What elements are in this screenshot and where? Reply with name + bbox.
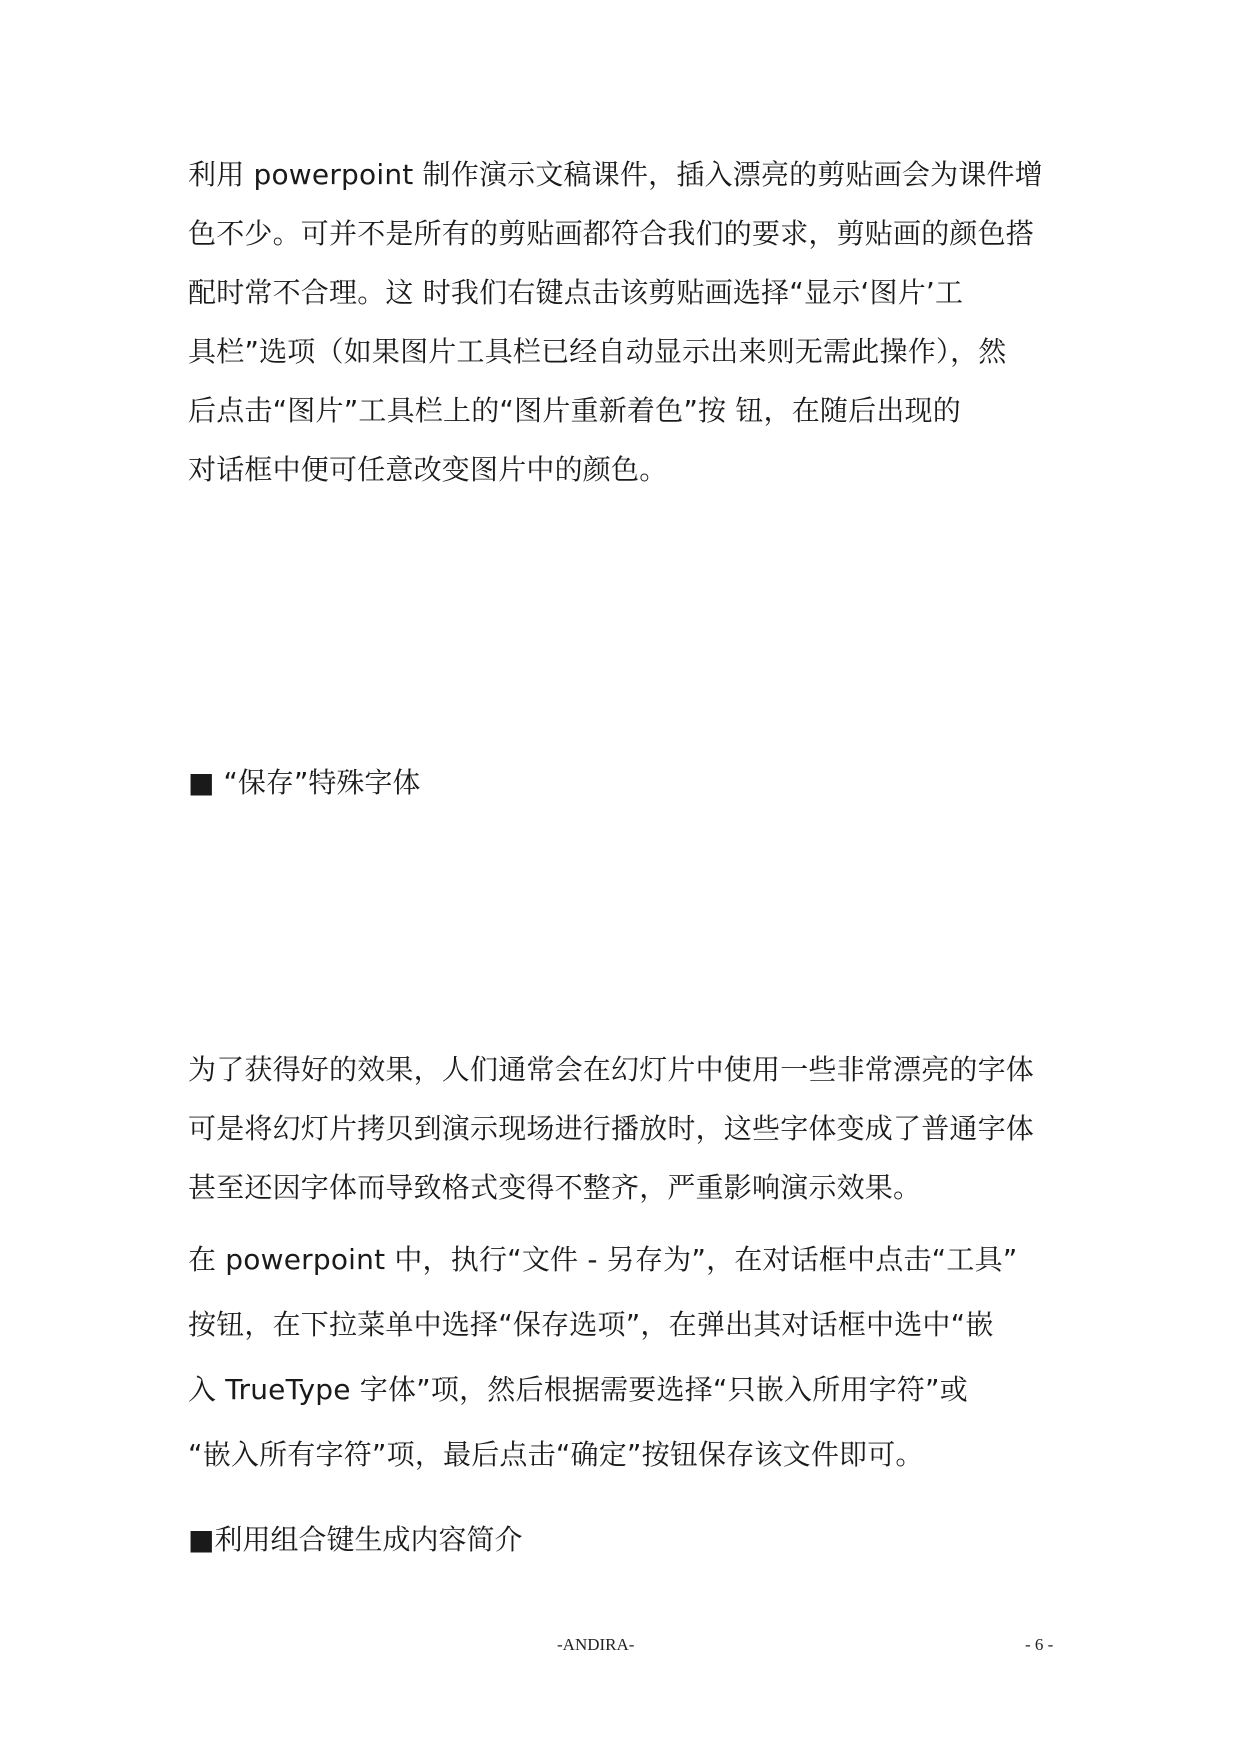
section-heading: ■利用组合键生成内容简介 bbox=[188, 1523, 523, 1556]
paragraph-line: 在 powerpoint 中，执行“文件 - 另存为”，在对话框中点击“工具” bbox=[188, 1243, 1018, 1276]
section-heading: ■ “保存”特殊字体 bbox=[188, 766, 421, 799]
paragraph-line: 甚至还因字体而导致格式变得不整齐，严重影响演示效果。 bbox=[188, 1171, 922, 1204]
paragraph-line: 后点击“图片”工具栏上的“图片重新着色”按 钮，在随后出现的 bbox=[188, 394, 961, 427]
footer-label: -ANDIRA- bbox=[557, 1635, 635, 1654]
paragraph-line: “嵌入所有字符”项，最后点击“确定”按钮保存该文件即可。 bbox=[188, 1438, 924, 1471]
paragraph-line: 对话框中便可任意改变图片中的颜色。 bbox=[188, 453, 668, 486]
paragraph-line: 色不少。可并不是所有的剪贴画都符合我们的要求，剪贴画的颜色搭 bbox=[188, 217, 1035, 250]
paragraph-line: 为了获得好的效果，人们通常会在幻灯片中使用一些非常漂亮的字体 bbox=[188, 1053, 1035, 1086]
paragraph-line: 利用 powerpoint 制作演示文稿课件，插入漂亮的剪贴画会为课件增 bbox=[188, 158, 1043, 191]
paragraph-line: 按钮，在下拉菜单中选择“保存选项”，在弹出其对话框中选中“嵌 bbox=[188, 1308, 994, 1341]
paragraph-line: 入 TrueType 字体”项，然后根据需要选择“只嵌入所用字符”或 bbox=[188, 1373, 968, 1406]
page-number: - 6 - bbox=[1025, 1635, 1054, 1654]
paragraph-line: 具栏”选项（如果图片工具栏已经自动显示出来则无需此操作），然 bbox=[188, 335, 1007, 368]
paragraph-line: 可是将幻灯片拷贝到演示现场进行播放时，这些字体变成了普通字体 bbox=[188, 1112, 1035, 1145]
paragraph-line: 配时常不合理。这 时我们右键点击该剪贴画选择“显示‘图片’工 bbox=[188, 276, 964, 309]
